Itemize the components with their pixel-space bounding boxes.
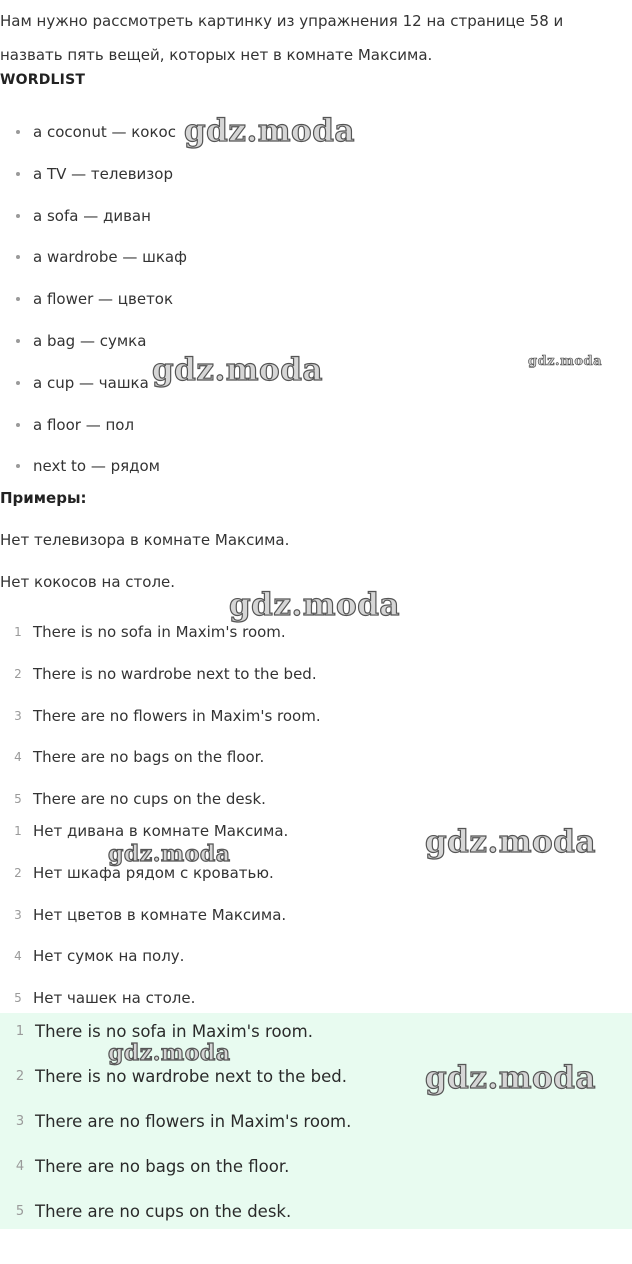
answer-text: There are no flowers in Maxim's room. bbox=[33, 706, 321, 725]
answer-text: There are no cups on the desk. bbox=[33, 790, 266, 809]
bullet-icon bbox=[16, 214, 20, 218]
item-number: 1 bbox=[14, 625, 22, 639]
item-number: 4 bbox=[14, 750, 22, 765]
wordlist-entry: a cup — чашка bbox=[33, 373, 149, 392]
answer-text: Нет чашек на столе. bbox=[33, 989, 196, 1008]
wordlist-entry: a floor — пол bbox=[33, 415, 135, 434]
bullet-icon bbox=[16, 130, 20, 134]
bullet-icon bbox=[16, 172, 20, 176]
bullet-icon bbox=[16, 297, 20, 301]
watermark: gdz.moda bbox=[108, 1040, 231, 1066]
answer-text: There is no sofa in Maxim's room. bbox=[35, 1022, 313, 1041]
item-number: 3 bbox=[15, 1114, 25, 1129]
bullet-icon bbox=[16, 255, 20, 259]
item-number: 5 bbox=[15, 1204, 25, 1219]
answer-text: Нет дивана в комнате Максима. bbox=[33, 822, 289, 840]
bullet-icon bbox=[16, 464, 20, 468]
wordlist-entry: a TV — телевизор bbox=[33, 164, 173, 183]
wordlist-entry: a flower — цветок bbox=[33, 290, 174, 309]
answer-text: There is no sofa in Maxim's room. bbox=[33, 623, 286, 641]
answer-text: There is no wardrobe next to the bed. bbox=[35, 1067, 347, 1086]
bullet-icon bbox=[16, 381, 20, 385]
example-sentence: Нет телевизора в комнате Максима. bbox=[0, 531, 290, 549]
wordlist-entry: a bag — сумка bbox=[33, 331, 147, 350]
answer-text: There are no bags on the floor. bbox=[35, 1157, 290, 1176]
item-number: 4 bbox=[15, 1159, 25, 1174]
answer-text: Нет цветов в комнате Максима. bbox=[33, 905, 287, 924]
watermark: gdz.moda bbox=[108, 841, 231, 867]
examples-heading: Примеры: bbox=[0, 489, 87, 507]
item-number: 3 bbox=[14, 708, 22, 723]
item-number: 4 bbox=[14, 949, 22, 964]
answer-text: There is no wardrobe next to the bed. bbox=[33, 664, 317, 683]
wordlist-entry: a sofa — диван bbox=[33, 206, 151, 225]
item-number: 5 bbox=[14, 991, 22, 1006]
answer-text: There are no cups on the desk. bbox=[35, 1202, 292, 1221]
item-number: 3 bbox=[14, 907, 22, 922]
example-sentence: Нет кокосов на столе. bbox=[0, 573, 176, 591]
item-number: 2 bbox=[15, 1069, 25, 1084]
intro-text: Нам нужно рассмотреть картинку из упражнения 12 на странице 58 и назвать пять вещей, которых нет в комнате Максима. bbox=[0, 12, 564, 64]
wordlist-heading: WORDLIST bbox=[0, 72, 86, 88]
item-number: 1 bbox=[14, 824, 22, 838]
wordlist-entry: next to — рядом bbox=[33, 457, 161, 476]
answer-text: There are no flowers in Maxim's room. bbox=[35, 1112, 352, 1131]
watermark: gdz.moda bbox=[152, 352, 323, 388]
wordlist-entry: a coconut — кокос bbox=[33, 123, 176, 141]
watermark: gdz.moda bbox=[425, 824, 596, 860]
bullet-icon bbox=[16, 339, 20, 343]
watermark: gdz.moda bbox=[425, 1060, 596, 1096]
item-number: 5 bbox=[14, 792, 22, 807]
watermark: gdz.moda bbox=[229, 587, 400, 623]
answer-text: Нет шкафа рядом с кроватью. bbox=[33, 863, 274, 882]
item-number: 1 bbox=[15, 1024, 25, 1039]
bullet-icon bbox=[16, 423, 20, 427]
item-number: 2 bbox=[14, 666, 22, 681]
answer-text: There are no bags on the floor. bbox=[33, 748, 265, 767]
item-number: 2 bbox=[14, 865, 22, 880]
wordlist-entry: a wardrobe — шкаф bbox=[33, 248, 187, 267]
watermark: gdz.moda bbox=[184, 113, 355, 149]
answer-text: Нет сумок на полу. bbox=[33, 947, 185, 966]
watermark: gdz.moda bbox=[528, 354, 603, 369]
